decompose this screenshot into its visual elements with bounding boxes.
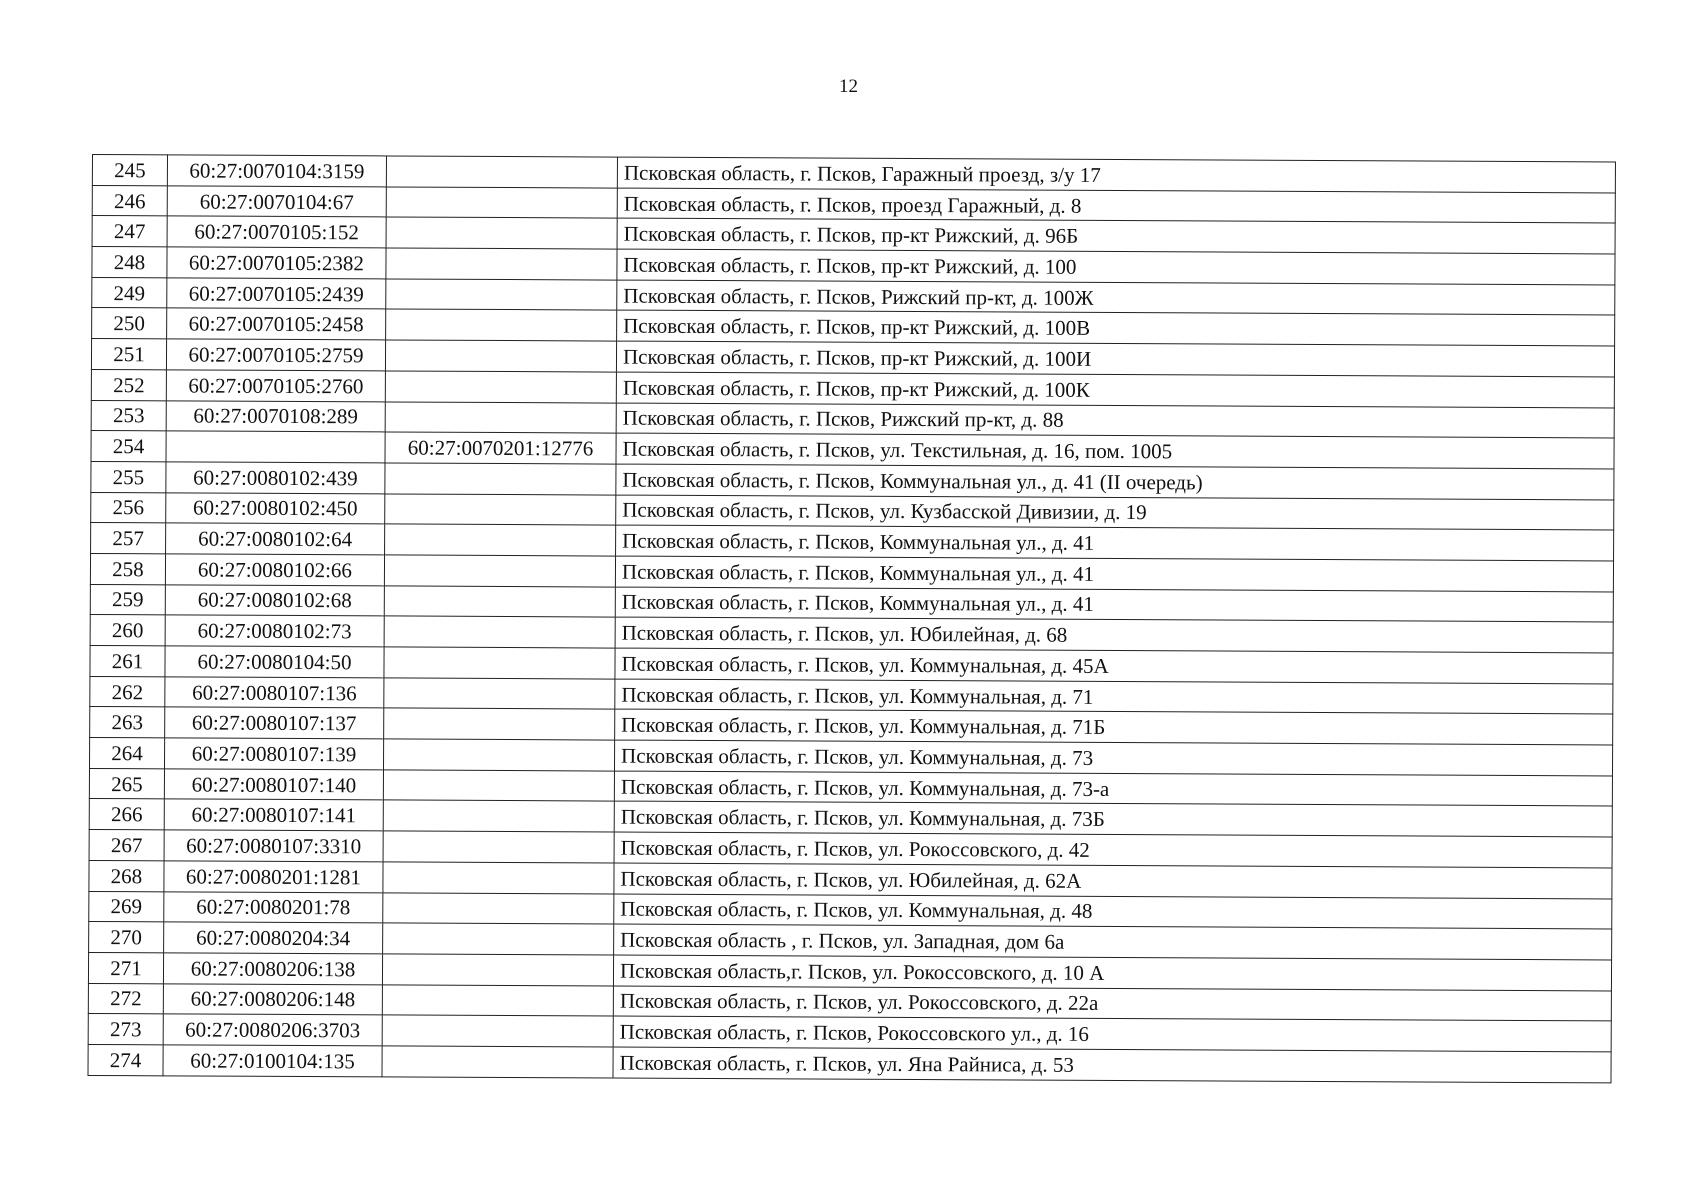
row-number-cell: 248	[92, 247, 167, 278]
row-number-cell: 253	[91, 400, 166, 431]
cadastral-number-cell: 60:27:0070105:2760	[166, 370, 385, 402]
cadastral-number-cell: 60:27:0070108:289	[166, 400, 385, 432]
row-number-cell: 261	[90, 645, 165, 676]
cadastral-number-cell: 60:27:0070105:152	[167, 216, 386, 248]
address-cell: Псковская область, г. Псков, Коммунальная ул., д. 41	[615, 587, 1613, 623]
cadastral-number-cell: 60:27:0080107:139	[164, 738, 383, 770]
premises-cadastral-number-cell	[383, 923, 614, 955]
address-cell: Псковская область, г. Псков, Гаражный проезд, з/у 17	[617, 157, 1615, 193]
premises-cadastral-number-cell	[383, 862, 614, 894]
cadastral-number-cell: 60:27:0080104:50	[165, 646, 384, 678]
row-number-cell: 255	[91, 461, 166, 492]
address-cell: Псковская область, г. Псков, ул. Кузбасской Дивизии, д. 19	[616, 495, 1614, 531]
row-number-cell: 262	[90, 676, 165, 707]
row-number-cell: 257	[91, 523, 166, 554]
address-cell: Псковская область, г. Псков, ул. Текстильная, д. 16, пом. 1005	[616, 433, 1614, 469]
address-cell: Псковская область, г. Псков, проезд Гаражный, д. 8	[617, 188, 1615, 224]
premises-cadastral-number-cell	[382, 1015, 613, 1047]
address-cell: Псковская область, г. Псков, ул. Юбилейная, д. 68	[615, 617, 1613, 653]
premises-cadastral-number-cell	[383, 770, 614, 802]
cadastral-number-cell: 60:27:0080107:140	[164, 769, 383, 801]
cadastral-number-cell: 60:27:0070105:2759	[166, 339, 385, 371]
cadastral-number-cell: 60:27:0080107:136	[165, 677, 384, 709]
address-cell: Псковская область, г. Псков, ул. Рокоссовского, д. 42	[614, 832, 1612, 868]
premises-cadastral-number-cell	[385, 371, 616, 403]
row-number-cell: 266	[89, 799, 164, 830]
address-cell: Псковская область, г. Псков, ул. Юбилейная, д. 62А	[614, 863, 1612, 899]
premises-cadastral-number-cell	[384, 586, 615, 618]
row-number-cell: 273	[88, 1014, 163, 1045]
premises-cadastral-number-cell	[385, 463, 616, 495]
premises-cadastral-number-cell	[383, 800, 614, 832]
cadastral-number-cell: 60:27:0070104:3159	[167, 155, 386, 187]
row-number-cell: 265	[89, 768, 164, 799]
row-number-cell: 263	[90, 707, 165, 738]
cadastral-number-cell: 60:27:0070105:2382	[167, 247, 386, 279]
address-cell: Псковская область, г. Псков, ул. Коммунальная, д. 48	[614, 894, 1612, 930]
address-cell: Псковская область, г. Псков, пр-кт Рижский, д. 100В	[617, 311, 1615, 347]
cadastral-number-cell: 60:27:0070105:2458	[167, 308, 386, 340]
address-cell: Псковская область, г. Псков, ул. Рокоссовского, д. 22а	[613, 986, 1611, 1022]
address-cell: Псковская область, г. Псков, пр-кт Рижский, д. 100К	[616, 372, 1614, 408]
address-cell: Псковская область, г. Псков, Рокоссовского ул., д. 16	[613, 1016, 1611, 1052]
premises-cadastral-number-cell: 60:27:0070201:12776	[385, 432, 616, 464]
cadastral-number-cell: 60:27:0100104:135	[163, 1045, 382, 1077]
row-number-cell: 269	[89, 891, 164, 922]
row-number-cell: 270	[89, 922, 164, 953]
registry-table-body	[88, 155, 1615, 1083]
address-cell: Псковская область, г. Псков, пр-кт Рижский, д. 100И	[616, 341, 1614, 377]
premises-cadastral-number-cell	[382, 984, 613, 1016]
premises-cadastral-number-cell	[386, 217, 617, 249]
cadastral-number-cell: 60:27:0070104:67	[167, 186, 386, 218]
cadastral-number-cell: 60:27:0080204:34	[164, 922, 383, 954]
row-number-cell: 249	[92, 277, 167, 308]
premises-cadastral-number-cell	[386, 156, 617, 188]
address-cell: Псковская область,г. Псков, ул. Рокоссовского, д. 10 А	[613, 955, 1611, 991]
address-cell: Псковская область, г. Псков, Коммунальная ул., д. 41	[616, 525, 1614, 561]
row-number-cell: 246	[92, 185, 167, 216]
row-number-cell: 268	[89, 860, 164, 891]
cadastral-number-cell: 60:27:0080102:66	[165, 554, 384, 586]
premises-cadastral-number-cell	[386, 309, 617, 341]
premises-cadastral-number-cell	[383, 831, 614, 863]
cadastral-number-cell: 60:27:0080201:1281	[164, 861, 383, 893]
registry-table	[87, 154, 1615, 1083]
cadastral-number-cell: 60:27:0080107:137	[165, 707, 384, 739]
row-number-cell: 259	[90, 584, 165, 615]
address-cell: Псковская область, г. Псков, Рижский пр-кт, д. 100Ж	[617, 280, 1615, 316]
premises-cadastral-number-cell	[384, 555, 615, 587]
cadastral-number-cell: 60:27:0080206:148	[163, 983, 382, 1015]
address-cell: Псковская область, г. Псков, ул. Коммунальная, д. 73-а	[614, 771, 1612, 807]
row-number-cell: 267	[89, 830, 164, 861]
cadastral-number-cell: 60:27:0080102:73	[165, 615, 384, 647]
address-cell: Псковская область, г. Псков, ул. Коммунальная, д. 71	[615, 679, 1613, 715]
row-number-cell: 254	[91, 431, 166, 462]
address-cell: Псковская область, г. Псков, Коммунальная ул., д. 41 (II очередь)	[616, 464, 1614, 500]
row-number-cell: 250	[92, 308, 167, 339]
address-cell: Псковская область, г. Псков, Рижский пр-кт, д. 88	[616, 403, 1614, 439]
premises-cadastral-number-cell	[384, 647, 615, 679]
address-cell: Псковская область, г. Псков, ул. Коммунальная, д. 45А	[615, 648, 1613, 684]
address-cell: Псковская область, г. Псков, пр-кт Рижский, д. 100	[617, 249, 1615, 285]
row-number-cell: 251	[91, 339, 166, 370]
address-cell: Псковская область, г. Псков, ул. Коммунальная, д. 73Б	[614, 801, 1612, 837]
premises-cadastral-number-cell	[384, 616, 615, 648]
premises-cadastral-number-cell	[386, 279, 617, 311]
premises-cadastral-number-cell	[385, 340, 616, 372]
row-number-cell: 258	[90, 553, 165, 584]
premises-cadastral-number-cell	[382, 1046, 613, 1078]
cadastral-number-cell: 60:27:0080102:64	[166, 523, 385, 555]
address-cell: Псковская область, г. Псков, ул. Яна Райниса, д. 53	[613, 1047, 1611, 1083]
cadastral-number-cell: 60:27:0080201:78	[164, 891, 383, 923]
cadastral-number-cell: 60:27:0080102:439	[166, 462, 385, 494]
cadastral-number-cell: 60:27:0070105:2439	[167, 278, 386, 310]
table-row	[88, 1044, 1611, 1082]
premises-cadastral-number-cell	[384, 708, 615, 740]
address-cell: Псковская область, г. Псков, пр-кт Рижский, д. 96Б	[617, 218, 1615, 254]
row-number-cell: 271	[88, 952, 163, 983]
row-number-cell: 256	[91, 492, 166, 523]
row-number-cell: 245	[92, 155, 167, 186]
address-cell: Псковская область, г. Псков, Коммунальная ул., д. 41	[615, 556, 1613, 592]
cadastral-number-cell: 60:27:0080206:138	[163, 953, 382, 985]
address-cell: Псковская область , г. Псков, ул. Западная, дом 6а	[614, 924, 1612, 960]
cadastral-number-cell: 60:27:0080206:3703	[163, 1014, 382, 1046]
row-number-cell: 247	[92, 216, 167, 247]
cadastral-number-cell: 60:27:0080107:3310	[164, 830, 383, 862]
premises-cadastral-number-cell	[386, 187, 617, 219]
premises-cadastral-number-cell	[385, 524, 616, 556]
cadastral-number-cell: 60:27:0080102:68	[165, 584, 384, 616]
premises-cadastral-number-cell	[386, 248, 617, 280]
address-cell: Псковская область, г. Псков, ул. Коммунальная, д. 73	[614, 740, 1612, 776]
row-number-cell: 252	[91, 369, 166, 400]
address-cell: Псковская область, г. Псков, ул. Коммунальная, д. 71Б	[615, 709, 1613, 745]
row-number-cell: 272	[88, 983, 163, 1014]
row-number-cell: 264	[89, 738, 164, 769]
page-number: 12	[839, 76, 858, 97]
premises-cadastral-number-cell	[385, 401, 616, 433]
row-number-cell: 274	[88, 1044, 163, 1075]
premises-cadastral-number-cell	[383, 892, 614, 924]
premises-cadastral-number-cell	[384, 678, 615, 710]
cadastral-number-cell: 60:27:0080107:141	[164, 799, 383, 831]
cadastral-number-cell	[166, 431, 385, 463]
premises-cadastral-number-cell	[382, 954, 613, 986]
premises-cadastral-number-cell	[383, 739, 614, 771]
cadastral-number-cell: 60:27:0080102:450	[166, 492, 385, 524]
premises-cadastral-number-cell	[385, 493, 616, 525]
row-number-cell: 260	[90, 615, 165, 646]
